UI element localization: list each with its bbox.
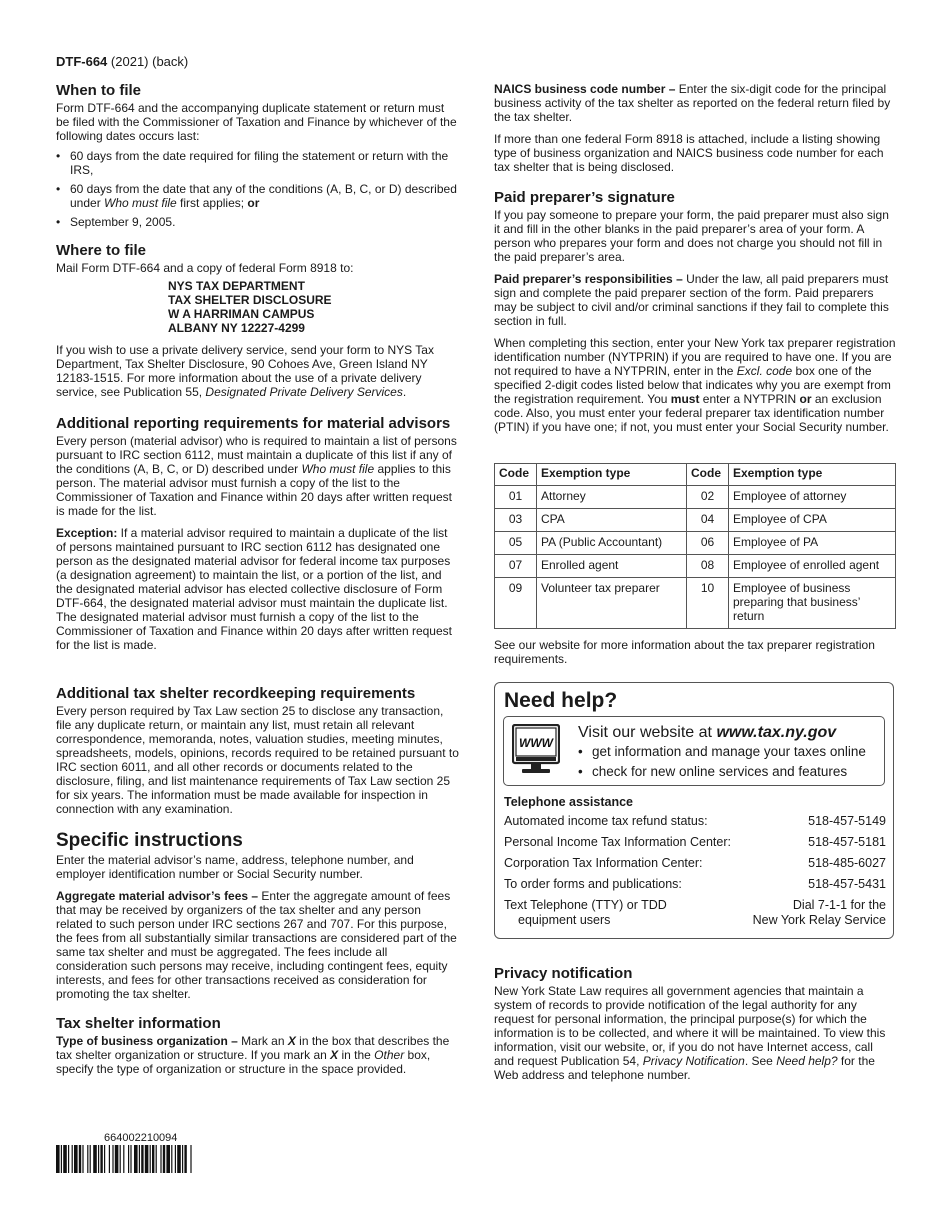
list-item: • September 9, 2005.: [56, 215, 458, 229]
website-box: [503, 716, 885, 786]
material-advisors-text: Every person (material advisor) who is required to maintain a list of persons pursuant to IRC section 6112, must maintain a duplicate of this list if any of the conditions (A, B, C, or D) described under Who must file applies to this person. The material advisor must furnish a copy of the list to the Commissioner of Taxation and Finance within 20 days after written request is made for the list.: [56, 434, 457, 518]
aggregate-fees-text: Aggregate material advisor’s fees – Enter the aggregate amount of fees that may be received by organizers of the tax shelter and any person related to such person under IRC sections 267 and 707. For this purpose, the fees from all substantially similar transactions are considered part of the same tax shelter and must be aggregated. The fees include all consideration such persons may receive, including contingent fees, equity interests, and fees for other transactions received as consideration for promoting the tax shelter.: [56, 889, 457, 1001]
need-help-box: [494, 682, 894, 939]
paid-preparer-section: [494, 189, 896, 442]
specific-instructions-heading: Specific instructions: [56, 830, 243, 851]
exemption-codes-table-wrap: [494, 463, 896, 629]
list-item: • 60 days from the date required for filing the statement or return with the IRS,: [56, 149, 458, 177]
naics-multiple-text: If more than one federal Form 8918 is attached, include a listing showing type of business organization and NAICS business code number for each tax shelter that is being disclosed.: [494, 132, 884, 174]
phone-row: Personal Income Tax Information Center: 518-457-5181: [504, 835, 886, 849]
privacy-text: New York State Law requires all government agencies that maintain a system of records to provide notification of the legal authority for any request for personal information, the principal purpose(s) for which the information is to be collected, and where it will be maintained. To view this information, visit our website, or, if you do not have Internet access, call and request Publication 54, Privacy Notification. See Need help? for the Web address and telephone number.: [494, 984, 886, 1082]
table-row: 05 PA (Public Accountant) 06 Employee of PA: [495, 532, 896, 555]
form-year: (2021) (back): [110, 54, 189, 69]
table-header-row: Code Exemption type Code Exemption type: [495, 464, 896, 486]
list-item: • 60 days from the date that any of the conditions (A, B, C, or D) described under Who must file first applies; or: [56, 182, 458, 210]
material-advisors-heading: Additional reporting requirements for material advisors: [56, 415, 451, 432]
list-item: • get information and manage your taxes online: [578, 742, 866, 762]
telephone-assistance: [504, 795, 886, 934]
privacy-heading: Privacy notification: [494, 965, 633, 982]
table-row: 07 Enrolled agent 08 Employee of enrolled agent: [495, 555, 896, 578]
svg-text:WWW: WWW: [519, 736, 553, 750]
when-to-file-intro: Form DTF-664 and the accompanying duplicate statement or return must be filed with the Commissioner of Taxation and Finance by whichever of the following dates occurs last:: [56, 101, 457, 143]
business-organization-text: Type of business organization – Mark an X in the box that describes the tax shelter organization or structure. If you mark an X in the Other box, specify the type of organization or structure in the space provided.: [56, 1034, 450, 1076]
form-code: DTF-664: [56, 54, 108, 69]
phone-row: Automated income tax refund status: 518-457-5149: [504, 814, 886, 828]
where-to-file-intro: Mail Form DTF-664 and a copy of federal Form 8918 to:: [56, 261, 354, 275]
phone-row: Corporation Tax Information Center: 518-485-6027: [504, 856, 886, 870]
paid-preparer-intro: If you pay someone to prepare your form, the paid preparer must also sign it and fill in the other blanks in the paid preparer’s area of your form. A person who prepares your form and does not charge you should not fill in the paid preparer’s area.: [494, 208, 889, 264]
phone-row: To order forms and publications: 518-457-5431: [504, 877, 886, 891]
table-row: 09 Volunteer tax preparer 10 Employee of business preparing that business’ return: [495, 578, 896, 629]
where-to-file-section: [56, 242, 458, 407]
paid-preparer-heading: Paid preparer’s signature: [494, 189, 675, 206]
exception-text: Exception: If a material advisor required to maintain a duplicate of the list of persons maintained pursuant to IRC section 6112 has designated one person as the designated material advisor for federal income tax purposes (a designation agreement) to maintain the list, or a portion of the list, and the designated material advisor has elected collective disclosure of Form DTF-664, the designated material advisor must maintain the duplicate list. The designated material advisor must furnish a copy of the list to the Commissioner of Taxation and Finance within 20 days after written request for the list is made.: [56, 526, 452, 652]
table-row: 01 Attorney 02 Employee of attorney: [495, 486, 896, 509]
recordkeeping-text: Every person required by Tax Law section 25 to disclose any transaction, file any duplicate return, or maintain any list, must retain all relevant correspondence, memoranda, notes, valuation studies, meeting minutes, spreadsheets, models, opinions, records required to be retained pursuant to IRC section 6011, and all other records or documents related to the disclosure, filing, and list maintenance requirements of Tax Law section 25 for six years. The information must be made available for inspection in connection with any examination.: [56, 704, 459, 816]
where-to-file-heading: Where to file: [56, 242, 147, 259]
naics-text: NAICS business code number – Enter the six-digit code for the principal business activity of the tax shelter as reported on the federal return filed by the tax shelter.: [494, 82, 891, 124]
mailing-address: NYS TAX DEPARTMENT TAX SHELTER DISCLOSURE W A HARRIMAN CAMPUS ALBANY NY 12227-4299: [168, 279, 332, 335]
privacy-section: [494, 965, 896, 1090]
website-note: See our website for more information about the tax preparer registration requirements.: [494, 638, 875, 666]
material-advisors-section: [56, 415, 458, 660]
barcode-icon: [56, 1145, 239, 1173]
website-link[interactable]: www.tax.ny.gov: [716, 724, 837, 741]
when-to-file-list: [56, 149, 458, 229]
form-identifier: [56, 55, 188, 69]
naics-section: [494, 82, 896, 182]
website-text: Visit our website at www.tax.ny.gov • get information and manage your taxes online • check for new online services and features: [578, 723, 866, 782]
recordkeeping-heading: Additional tax shelter recordkeeping requirements: [56, 685, 416, 702]
specific-instructions-section: [56, 830, 458, 1009]
when-to-file-heading: When to file: [56, 82, 141, 99]
tax-shelter-info-section: [56, 1015, 458, 1084]
specific-intro: Enter the material advisor’s name, address, telephone number, and employer identification number or Social Security number.: [56, 853, 414, 881]
nytprin-text: When completing this section, enter your New York tax preparer registration identification number (NYTPRIN) if you are required to have one. If you are not required to have a NYTPRIN, enter in the Excl. code box one of the specified 2-digit codes listed below that indicates why you are exempt from the registration requirement. You must enter a NYTPRIN or an exclusion code. Also, you must enter your federal preparer tax identification number (PTIN) if you have one; if not, you must enter your Social Security number.: [494, 336, 896, 434]
paid-preparer-responsibilities: Paid preparer’s responsibilities – Under the law, all paid preparers must sign and complete the paid preparer section of the form. Paid preparers may be subject to civil and/or criminal sanctions if they fail to complete this section in full.: [494, 272, 889, 328]
recordkeeping-section: [56, 685, 460, 824]
barcode-number: 664002210094: [104, 1132, 178, 1144]
tax-shelter-info-heading: Tax shelter information: [56, 1015, 221, 1032]
table-row: 03 CPA 04 Employee of CPA: [495, 509, 896, 532]
when-to-file-section: [56, 82, 458, 235]
list-item: • check for new online services and features: [578, 762, 866, 782]
computer-monitor-icon: [512, 724, 560, 776]
telephone-heading: Telephone assistance: [504, 795, 633, 809]
exemption-codes-table: [494, 463, 896, 629]
tty-row: Text Telephone (TTY) or TDD equipment users Dial 7-1-1 for the New York Relay Service: [504, 898, 886, 927]
private-delivery-text: If you wish to use a private delivery service, send your form to NYS Tax Department, Tax Shelter Disclosure, 90 Cohoes Ave, Green Island NY 12183-1515. For more information about the use of a private delivery service, see Publication 55, Designated Private Delivery Services.: [56, 343, 434, 399]
need-help-heading: Need help?: [504, 689, 618, 712]
